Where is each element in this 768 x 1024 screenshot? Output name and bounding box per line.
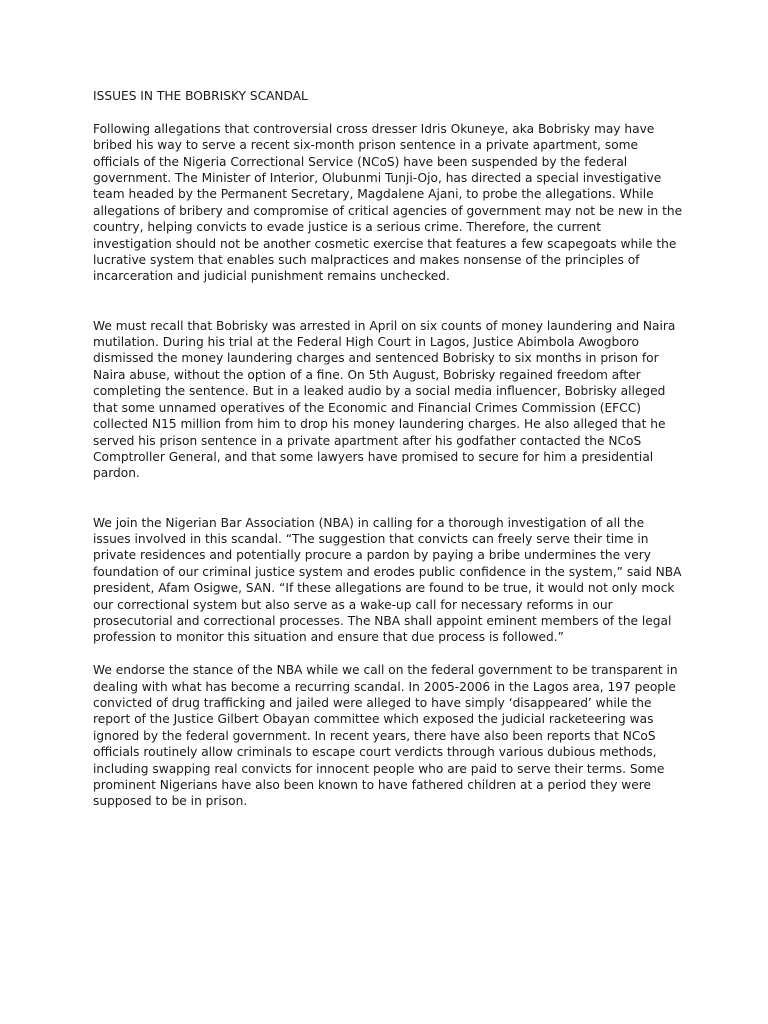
paragraph-1: Following allegations that controversial cross dresser Idris Okuneye, aka Bobrisky may have bribed his way to serve a recent six-month prison sentence in a private apartment, some officials of the Nigeria Correctional Service (NCoS) have been suspended by the federal government. The Minister of Interior, Olubunmi Tunji-Ojo, has directed a special investigative team headed by the Permanent Secretary, Magdalene Ajani, to probe the allegations. While allegations of bribery and compromise of critical agencies of government may not be new in the country, helping convicts to evade justice is a serious crime. Therefore, the current investigation should not be another cosmetic exercise that features a few scapegoats while the lucrative system that enables such malpractices and makes nonsense of the principles of incarceration and judicial punishment remains unchecked. [93,121,683,284]
document-body [93,88,683,810]
document-title: ISSUES IN THE BOBRISKY SCANDAL [93,89,308,103]
paragraph-2: We must recall that Bobrisky was arrested in April on six counts of money laundering and Naira mutilation. During his trial at the Federal High Court in Lagos, Justice Abimbola Awogboro dismissed the money laundering charges and sentenced Bobrisky to six months in prison for Naira abuse, without the option of a fine. On 5th August, Bobrisky regained freedom after completing the sentence. But in a leaked audio by a social media influencer, Bobrisky alleged that some unnamed operatives of the Economic and Financial Crimes Commission (EFCC) collected N15 million from him to drop his money laundering charges. He also alleged that he served his prison sentence in a private apartment after his godfather contacted the NCoS Comptroller General, and that some lawyers have promised to secure for him a presidential pardon. [93,318,676,481]
paragraph-3: We join the Nigerian Bar Association (NBA) in calling for a thorough investigation of all the issues involved in this scandal. “The suggestion that convicts can freely serve their time in private residences and potentially procure a pardon by paying a bribe undermines the very foundation of our criminal justice system and erodes public confidence in the system,” said NBA president, Afam Osigwe, SAN. “If these allegations are found to be true, it would not only mock our correctional system but also serve as a wake-up call for necessary reforms in our prosecutorial and correctional processes. The NBA shall appoint eminent members of the legal profession to monitor this situation and ensure that due process is followed.” [93,515,682,645]
paragraph-4: We endorse the stance of the NBA while we call on the federal government to be transparent in dealing with what has become a recurring scandal. In 2005-2006 in the Lagos area, 197 people convicted of drug trafficking and jailed were alleged to have simply ‘disappeared’ while the report of the Justice Gilbert Obayan committee which exposed the judicial racketeering was ignored by the federal government. In recent years, there have also been reports that NCoS officials routinely allow criminals to escape court verdicts through various dubious methods, including swapping real convicts for innocent people who are paid to serve their terms. Some prominent Nigerians have also been known to have fathered children at a period they were supposed to be in prison. [93,663,678,809]
